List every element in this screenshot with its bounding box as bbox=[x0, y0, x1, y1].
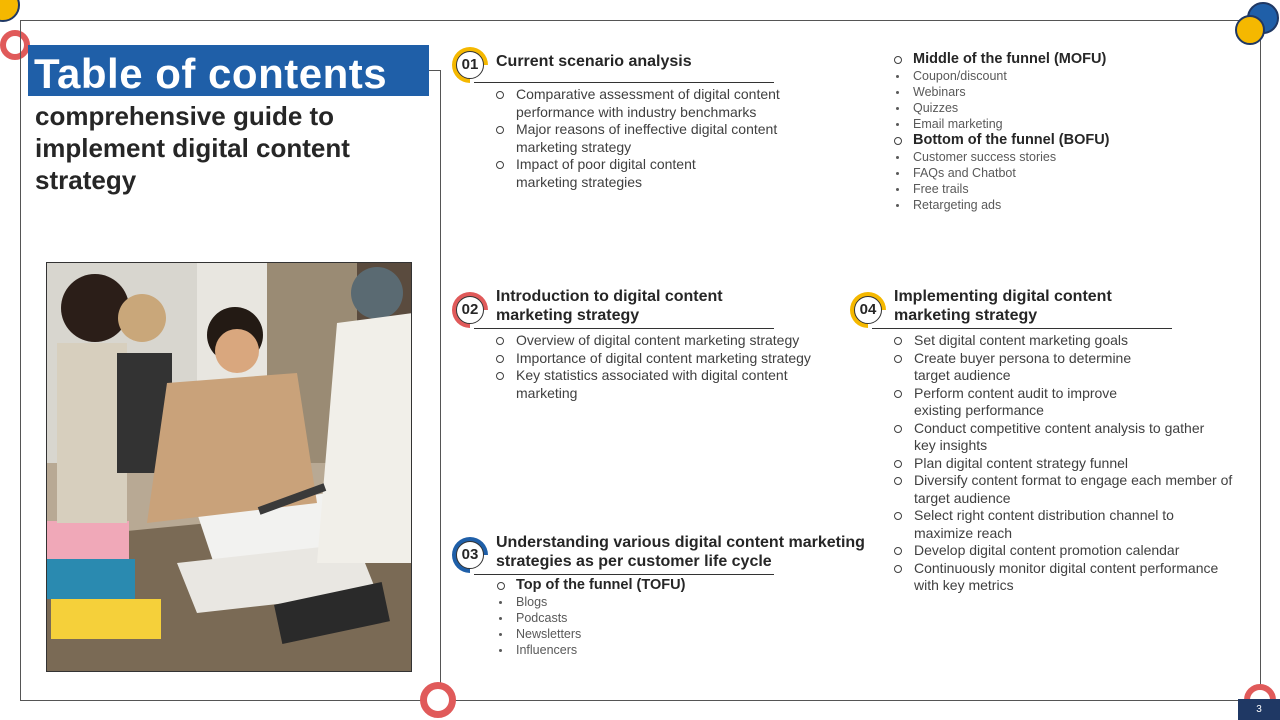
dot-bullet-icon bbox=[896, 107, 899, 110]
tofu-group bbox=[497, 577, 797, 658]
bofu-heading: Bottom of the funnel (BOFU) bbox=[894, 132, 1214, 149]
dot-bullet-icon bbox=[499, 649, 502, 652]
circle-bullet-icon bbox=[496, 355, 504, 363]
list-item: Email marketing bbox=[894, 116, 1214, 132]
dot-bullet-icon bbox=[499, 617, 502, 620]
mofu-list bbox=[894, 68, 1214, 132]
page-title: Table of contents bbox=[34, 50, 388, 97]
list-item: Plan digital content strategy funnel bbox=[894, 455, 1239, 473]
list-item: Webinars bbox=[894, 84, 1214, 100]
section-02-badge: 02 bbox=[452, 292, 488, 328]
page-number: 3 bbox=[1238, 699, 1280, 720]
section-03-title: Understanding various digital content marketing strategies as per customer life cycle bbox=[496, 534, 865, 570]
list-item: Blogs bbox=[497, 594, 797, 610]
corner-circle-yellow bbox=[0, 0, 20, 22]
section-02-title: Introduction to digital content marketing strategy bbox=[496, 288, 723, 324]
bottom-ring-red bbox=[420, 682, 456, 718]
list-item: Quizzes bbox=[894, 100, 1214, 116]
section-01-title: Current scenario analysis bbox=[496, 53, 692, 70]
circle-bullet-icon bbox=[894, 56, 902, 64]
section-04-title: Implementing digital content marketing strategy bbox=[894, 288, 1112, 324]
section-02-rule bbox=[474, 328, 774, 329]
list-item: Free trails bbox=[894, 181, 1214, 197]
circle-bullet-icon bbox=[894, 425, 902, 433]
corner-circle-yellow-right bbox=[1235, 15, 1265, 45]
list-item: Newsletters bbox=[497, 626, 797, 642]
list-item: Comparative assessment of digital content performance with industry benchmarks bbox=[496, 86, 816, 121]
dot-bullet-icon bbox=[499, 601, 502, 604]
section-03-rule bbox=[474, 574, 774, 575]
dot-bullet-icon bbox=[896, 172, 899, 175]
mofu-bofu-group bbox=[894, 51, 1214, 213]
circle-bullet-icon bbox=[894, 337, 902, 345]
list-item: Develop digital content promotion calendar bbox=[894, 542, 1239, 560]
dot-bullet-icon bbox=[896, 91, 899, 94]
dot-bullet-icon bbox=[896, 204, 899, 207]
section-01-badge: 01 bbox=[452, 47, 488, 83]
circle-bullet-icon bbox=[894, 137, 902, 145]
circle-bullet-icon bbox=[894, 355, 902, 363]
circle-bullet-icon bbox=[894, 477, 902, 485]
list-item: Influencers bbox=[497, 642, 797, 658]
dot-bullet-icon bbox=[499, 633, 502, 636]
list-item: Impact of poor digital content marketing strategies bbox=[496, 156, 736, 191]
list-item: Diversify content format to engage each member of target audience bbox=[894, 472, 1239, 507]
circle-bullet-icon bbox=[496, 161, 504, 169]
section-01-list bbox=[496, 86, 816, 191]
page-subtitle: comprehensive guide to implement digital content strategy bbox=[35, 101, 350, 195]
tofu-heading: Top of the funnel (TOFU) bbox=[497, 577, 797, 594]
circle-bullet-icon bbox=[497, 582, 505, 590]
list-item: Major reasons of ineffective digital content marketing strategy bbox=[496, 121, 816, 156]
list-item: Retargeting ads bbox=[894, 197, 1214, 213]
list-item: Set digital content marketing goals bbox=[894, 332, 1239, 350]
list-item: Coupon/discount bbox=[894, 68, 1214, 84]
list-item: Key statistics associated with digital content marketing bbox=[496, 367, 816, 402]
dot-bullet-icon bbox=[896, 75, 899, 78]
section-04-rule bbox=[872, 328, 1172, 329]
circle-bullet-icon bbox=[894, 460, 902, 468]
section-04-badge: 04 bbox=[850, 292, 886, 328]
dot-bullet-icon bbox=[896, 156, 899, 159]
section-03-badge: 03 bbox=[452, 537, 488, 573]
list-item: Conduct competitive content analysis to gather key insights bbox=[894, 420, 1224, 455]
circle-bullet-icon bbox=[894, 547, 902, 555]
circle-bullet-icon bbox=[894, 390, 902, 398]
list-item: Podcasts bbox=[497, 610, 797, 626]
list-item: Importance of digital content marketing strategy bbox=[496, 350, 836, 368]
bofu-list bbox=[894, 149, 1214, 213]
team-photo bbox=[46, 262, 412, 672]
divider-line bbox=[440, 70, 441, 701]
section-01-rule bbox=[474, 82, 774, 83]
circle-bullet-icon bbox=[496, 91, 504, 99]
circle-bullet-icon bbox=[496, 372, 504, 380]
list-item: Select right content distribution channel to maximize reach bbox=[894, 507, 1194, 542]
circle-bullet-icon bbox=[496, 126, 504, 134]
tofu-list bbox=[497, 594, 797, 658]
list-item: Create buyer persona to determine target audience bbox=[894, 350, 1164, 385]
circle-bullet-icon bbox=[894, 512, 902, 520]
dot-bullet-icon bbox=[896, 188, 899, 191]
circle-bullet-icon bbox=[894, 565, 902, 573]
list-item: Customer success stories bbox=[894, 149, 1214, 165]
list-item: Overview of digital content marketing strategy bbox=[496, 332, 836, 350]
list-item: FAQs and Chatbot bbox=[894, 165, 1214, 181]
dot-bullet-icon bbox=[896, 123, 899, 126]
list-item: Continuously monitor digital content performance with key metrics bbox=[894, 560, 1239, 595]
mofu-heading: Middle of the funnel (MOFU) bbox=[894, 51, 1214, 68]
section-02-list bbox=[496, 332, 836, 402]
list-item: Perform content audit to improve existing performance bbox=[894, 385, 1164, 420]
circle-bullet-icon bbox=[496, 337, 504, 345]
section-04-list bbox=[894, 332, 1239, 595]
